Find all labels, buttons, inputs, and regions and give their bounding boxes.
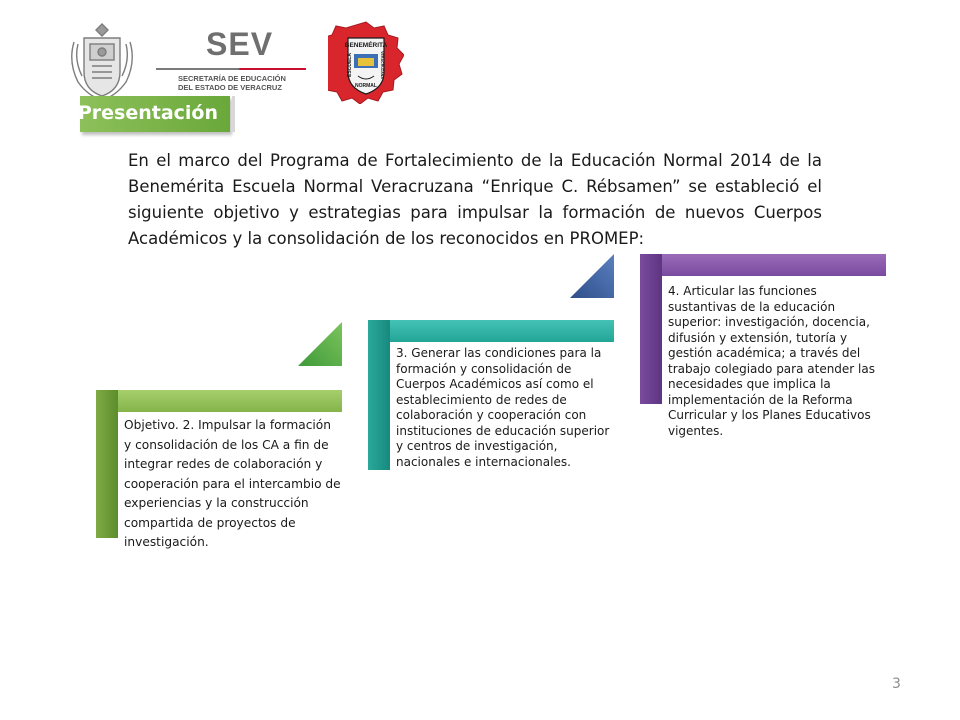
seal-bottom-text: NORMAL: [355, 83, 377, 89]
step-2-text: 3. Generar las condiciones para la formación y consolidación de Cuerpos Académicos así como el establecimiento de redes de colaboración y cooperación con instituciones de educación superior y centros de investigación, nacionales e internacionales.: [396, 346, 610, 469]
page-number: 3: [892, 676, 901, 692]
sev-title: SEV: [206, 26, 274, 62]
sev-subtitle: SECRETARÍA DE EDUCACIÓN DEL ESTADO DE VERACRUZ: [178, 74, 286, 92]
veracruz-coat-of-arms-icon: [66, 20, 138, 102]
step-1-text: Objetivo. 2. Impulsar la formación y consolidación de los CA a fin de integrar redes de colaboración y cooperación para el intercambio de experiencias y la construcción compartida de proyectos de investigación.: [124, 418, 341, 549]
section-title: Presentación: [77, 102, 218, 124]
step-3-left-bar: [640, 254, 662, 404]
seal-top-text: BENEMÉRITA: [344, 42, 388, 49]
seal-left-text: ESCUELA: [347, 53, 353, 77]
step-2-top-bar: [368, 320, 614, 342]
section-banner: [77, 96, 230, 132]
sev-divider: [156, 68, 306, 70]
seal-right-text: VERACRUZANA: [380, 51, 384, 79]
sev-logo: [156, 22, 306, 102]
intro-paragraph: En el marco del Programa de Fortalecimiento de la Educación Normal 2014 de la Benemérita Escuela Normal Veracruzana “Enrique C. Rébsamen” se estableció el siguiente objetivo y estrategias para impulsar la formación de nuevos Cuerpos Académicos y la consolidación de los reconocidos en PROMEP:: [128, 151, 822, 248]
banner-edge: [232, 96, 235, 132]
step-1-left-bar: [96, 390, 118, 538]
step-3-text: 4. Articular las funciones sustantivas de la educación superior: investigación, docencia, difusión y extensión, tutoría y gestión académica; a través del trabajo colegiado para atender las necesidades que implica la implementación de la Reforma Curricular y los Planes Educativos vigentes.: [668, 284, 875, 438]
step-1-top-bar: [96, 390, 342, 412]
step-3-top-bar: [640, 254, 886, 276]
step-2-left-bar: [368, 320, 390, 470]
step-arrow-blue-icon: [570, 254, 614, 298]
benemerita-escuela-seal: [328, 20, 404, 104]
step-arrow-green-icon: [298, 322, 342, 366]
